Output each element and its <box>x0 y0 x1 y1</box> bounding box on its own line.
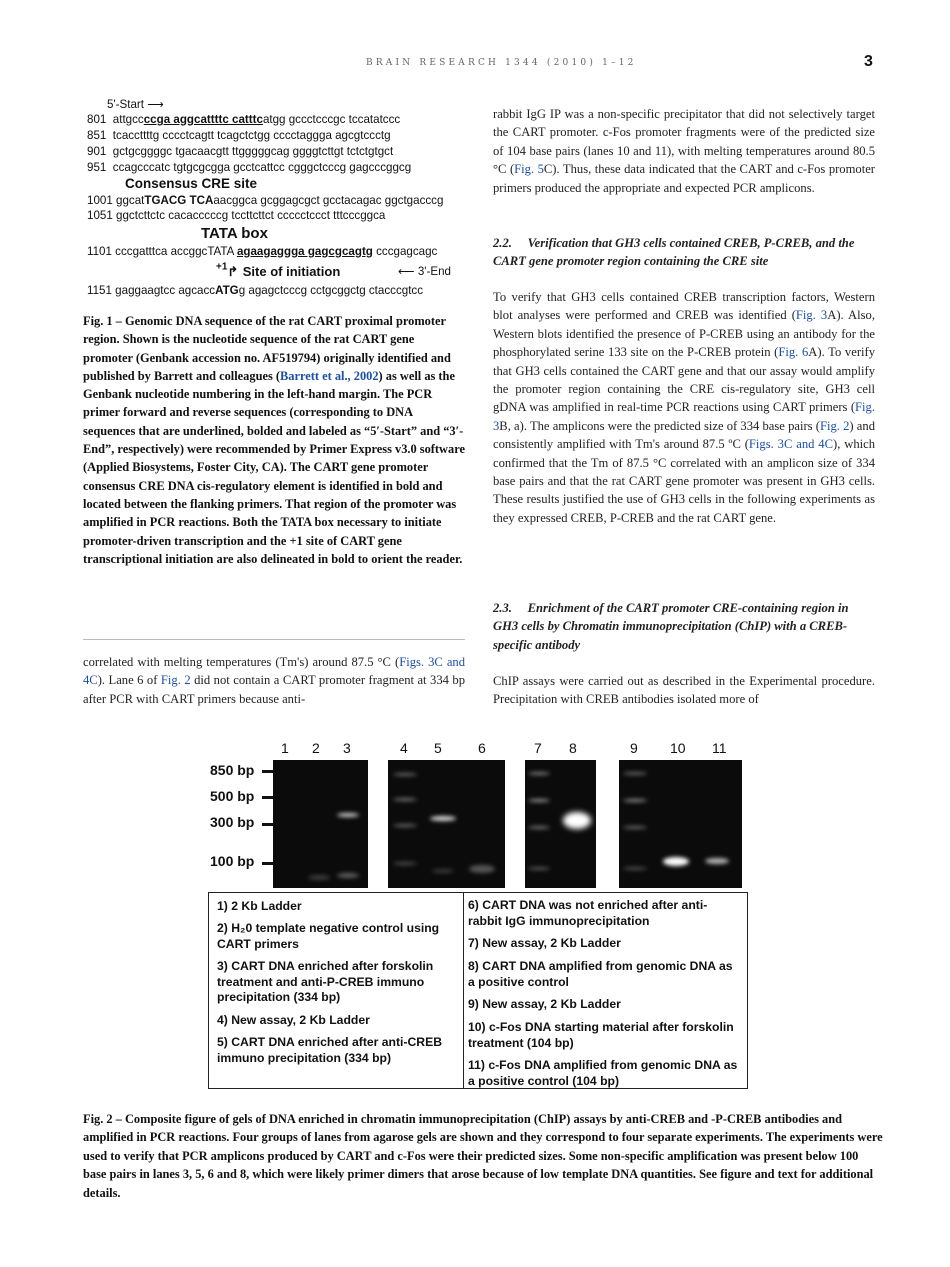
band <box>337 813 359 817</box>
figure-2-caption: Fig. 2 – Composite figure of gels of DNA enriched in chromatin immunoprecipitation (ChIP) assays by anti-CREB and -P-CREB antibodies and amplified in PCR reactions. Four groups of lanes from agarose gels are shown and they correspond to four separate experiments. The experiments were used to verify that PCR amplicons produced by CART and c-Fos were their predicted sizes. Some non-specific amplification was present below 100 base pairs in lanes 3, 5, 6 and 8, which were likely primer dimers that arose because of low template DNA quantities. See figure and text for additional details. <box>83 1112 883 1200</box>
marker-label: 100 bp <box>210 853 255 869</box>
figure-link[interactable]: Figs. 3C and 4C <box>748 437 833 452</box>
sequence-line: 1151 gaggaagtcc agcaccATGg agagctcccg cctgcggctg ctacccgtcc <box>87 284 424 297</box>
figure-link[interactable]: Fig. 2 <box>160 673 191 688</box>
band <box>623 799 647 802</box>
band <box>308 875 330 880</box>
legend-item: 11) c-Fos DNA amplified from genomic DNA as a positive control (104 bp) <box>468 1058 738 1088</box>
table-divider <box>463 893 464 1088</box>
lane-number: 3 <box>343 740 351 756</box>
page-number: 3 <box>864 53 873 70</box>
figure-link[interactable]: Fig. 3 <box>493 400 875 433</box>
band <box>528 799 550 802</box>
tata-box-label: TATA box <box>201 225 268 242</box>
lane-number: 6 <box>478 740 486 756</box>
sequence-line: 951 ccagcccatc tgtgcgcgga gcctcattcc cgggctcccg gagcccggcg <box>87 161 412 174</box>
gel-panel-4 <box>619 760 742 888</box>
sequence-line: 1051 ggctcttctc cacacccccg tccttcttct ccccctccct tttcccggca <box>87 209 386 222</box>
right-body-paragraph-2: To verify that GH3 cells contained CREB transcription factors, Western blot analyses were performed and CREB was identified (Fig. 3A). Also, Western blots identified the presence of P-CREB using an antibody for the phosphorylated serine 133 site on the P-CREB protein (Fig. 6A). To verify that GH3 cells contained the CART gene and that our assay would amplify the promoter region containing the CRE cis-regulatory site, GH3 cell gDNA was amplified in real-time PCR reactions using CART primers (Fig. 3B, a). The amplicons were the predicted size of 334 base pairs (Fig. 2) and consistently amplified with Tm's around 87.5 ºC (Figs. 3C and 4C), which confirmed that the Tm of 87.5 °C correlated with an amplicon size of 334 base pairs and that the rat CART gene promoter was present in GH3 cells. These results justified the use of GH3 cells in the following experiments as they expressed CREB, P-CREB and the rat CART gene. <box>493 290 875 525</box>
cre-site-label: Consensus CRE site <box>125 176 258 191</box>
band <box>563 812 591 829</box>
band <box>469 865 495 873</box>
sequence-line: 901 gctgcggggc tgacaacgtt ttgggggcag ggggtcttgt tctctgtgct <box>87 145 394 158</box>
band <box>393 798 417 801</box>
band <box>528 867 550 870</box>
legend-item: 10) c-Fos DNA starting material after forskolin treatment (104 bp) <box>468 1020 734 1050</box>
end-label: 3'-End <box>417 265 452 278</box>
bent-arrow-icon: ↱ <box>227 264 239 279</box>
marker-label: 300 bp <box>210 814 255 830</box>
figure-link[interactable]: Fig. 2 <box>819 418 850 433</box>
figure-link[interactable]: Fig. 3 <box>795 308 828 323</box>
lane-number: 11 <box>712 740 727 756</box>
figure-link[interactable]: Figs. 3C and 4C <box>83 655 465 688</box>
plus-one-label: +1 <box>216 261 228 273</box>
band <box>623 772 647 775</box>
band <box>705 858 729 864</box>
lane-number: 1 <box>281 740 289 756</box>
gel-panel-1 <box>273 760 368 888</box>
lane-number: 8 <box>569 740 577 756</box>
lane-number: 7 <box>534 740 542 756</box>
gel-panel-2 <box>388 760 505 888</box>
sequence-line: 1101 cccgatttca accggcTATA agaagaggga gagcgcagtg cccgagcagc <box>87 245 438 258</box>
legend-item: 1) 2 Kb Ladder <box>217 899 302 913</box>
lane-number: 5 <box>434 740 442 756</box>
marker-label: 850 bp <box>210 762 255 778</box>
gel-panel-3 <box>525 760 596 888</box>
legend-item: 5) CART DNA enriched after anti-CREB immuno precipitation (334 bp) <box>217 1035 443 1065</box>
sequence-line: 1001 ggcatTGACG TCAaacggca gcggagcgct gcctacagac ggctgacccg <box>87 194 444 207</box>
lane-number: 2 <box>312 740 320 756</box>
left-body-paragraph: correlated with melting temperatures (Tm's) around 87.5 °C (Figs. 3C and 4C). Lane 6 of Fig. 2 did not contain a CART promoter fragment at 334 bp after PCR with CART primers because anti- <box>83 655 465 706</box>
lane-legend-table <box>208 892 748 1089</box>
reference-link[interactable]: Barrett et al., 2002 <box>280 368 379 383</box>
band <box>623 867 647 870</box>
legend-item: 9) New assay, 2 Kb Ladder <box>468 997 621 1011</box>
section-heading-2-3: 2.3. Enrichment of the CART promoter CRE-containing region in GH3 cells by Chromatin immunoprecipitation (ChIP) with a CREB-specific antibody <box>493 601 852 652</box>
right-body-paragraph-3: ChIP assays were carried out as described in the Experimental procedure. Precipitation with CREB antibodies isolated more of <box>493 674 875 707</box>
sequence-line: 801 attgccccga aggcattttc catttcatgg gccctcccgc tccatatccc <box>87 113 401 126</box>
lane-number: 4 <box>400 740 408 756</box>
legend-item: 4) New assay, 2 Kb Ladder <box>217 1013 370 1027</box>
right-body-paragraph-1: rabbit IgG IP was a non-specific precipitator that did not selectively target the CART promoter. c-Fos promoter fragments were of the predicted size of 104 base pairs (lanes 10 and 11), with melting temperatures around 80.5 °C (Fig. 5C). Thus, these data indicated that the CART and c-Fos promoter primers produced the appropriate and expected PCR amplicons. <box>493 107 875 195</box>
band <box>393 824 417 827</box>
start-label: 5'-Start ⟶ <box>107 98 164 111</box>
running-header: BRAIN RESEARCH 1344 (2010) 1–12 <box>366 58 637 68</box>
band <box>528 772 550 775</box>
legend-item: 6) CART DNA was not enriched after anti-rabbit IgG immunoprecipitation <box>468 898 708 928</box>
band <box>393 773 417 776</box>
divider <box>83 639 465 640</box>
band <box>528 826 550 829</box>
figure-link[interactable]: Fig. 5 <box>514 162 544 177</box>
legend-item: 8) CART DNA amplified from genomic DNA as a positive control <box>468 959 733 989</box>
legend-item: 3) CART DNA enriched after forskolin treatment and anti-P-CREB immuno precipitation (334 bp) <box>217 959 434 1004</box>
arrow-right-icon: ⟶ <box>147 98 164 111</box>
end-marker <box>398 265 451 278</box>
initiation-marker <box>216 263 340 280</box>
figure-1-caption: Fig. 1 – Genomic DNA sequence of the rat CART proximal promoter region. Shown is the nucleotide sequence of the rat CART gene promoter (Genbank accession no. AF519794) originally identified and published by Barrett and colleagues (Barrett et al., 2002) as well as the Genbank nucleotide numbering in the left-hand margin. The PCR primer forward and reverse sequences (corresponding to DNA sequences that are underlined, bolded and labeled as “5′-Start” and “3′-End”, respectively) were recommended by Primer Express v3.0 software (Applied Biosystems, Foster City, CA). The CART gene promoter consensus CRE DNA cis-regulatory element is identified in bold and located between the flanking primers. That region of the promoter was amplified in PCR reactions. Both the TATA box necessary to initiate promoter-driven transcription and the +1 site of CART gene transcriptional initiation are also delineated in bold to orient the reader. <box>83 314 465 566</box>
legend-item: 2) H₂0 template negative control using CART primers <box>217 921 440 951</box>
section-heading-2-2: 2.2. Verification that GH3 cells contained CREB, P-CREB, and the CART gene promoter region containing the CRE site <box>493 236 858 269</box>
arrow-left-icon: ⟵ <box>398 265 415 278</box>
lane-number: 9 <box>630 740 638 756</box>
band <box>663 857 689 866</box>
band <box>623 826 647 829</box>
initiation-label: Site of initiation <box>242 264 341 279</box>
marker-label: 500 bp <box>210 788 255 804</box>
band <box>432 869 454 873</box>
legend-item: 7) New assay, 2 Kb Ladder <box>468 936 621 950</box>
figure-link[interactable]: Fig. 6 <box>778 345 809 360</box>
sequence-line: 851 tcaccttttg cccctcagtt tcagctctgg cccctaggga agcgtccctg <box>87 129 391 142</box>
band <box>393 862 417 865</box>
lane-number: 10 <box>670 740 686 756</box>
band <box>430 816 456 821</box>
band <box>337 873 359 878</box>
